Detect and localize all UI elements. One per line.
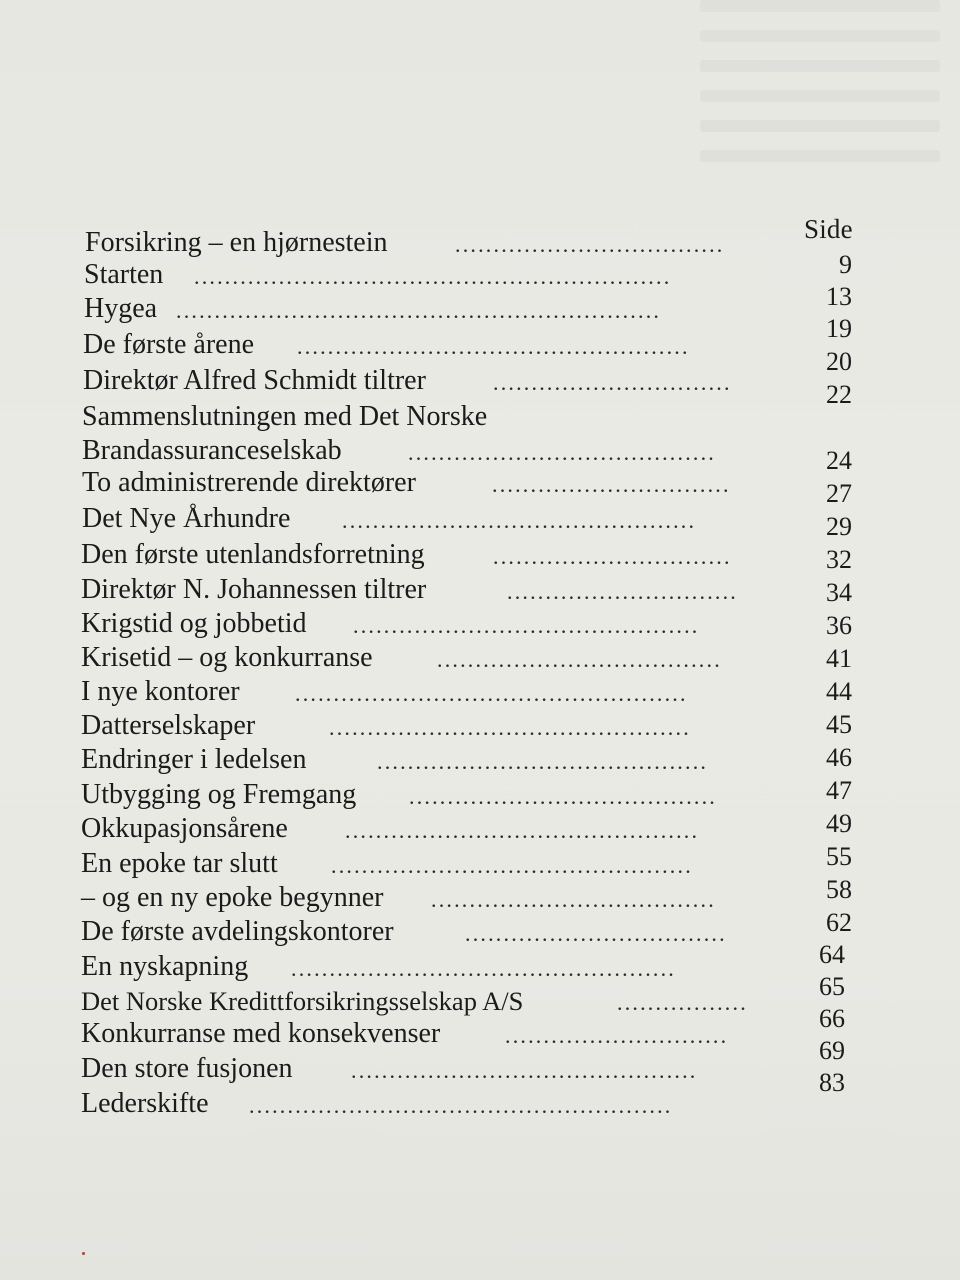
toc-entry-title: Det Norske Kredittforsikringsselskap A/S — [81, 986, 524, 1016]
toc-page-number: 46 — [826, 743, 852, 772]
toc-entry-title: Den første utenlandsforretning — [81, 539, 425, 570]
toc-entry — [83, 364, 803, 398]
toc-entry-title: De første årene — [83, 329, 255, 360]
dot-leader: ............................... — [493, 370, 732, 395]
dot-leader: .............................................. — [345, 818, 700, 843]
toc-page-number: 9 — [839, 250, 852, 279]
toc-entry — [81, 847, 801, 881]
toc-entry-title: De første avdelingskontorer — [81, 916, 394, 947]
toc-entry-title: En nyskapning — [81, 951, 249, 982]
toc-entry-title: – og en ny epoke begynner — [81, 882, 384, 913]
toc-page-number: 69 — [819, 1036, 845, 1065]
side-column-label: Side — [804, 214, 853, 244]
toc-page-number: 24 — [826, 446, 852, 475]
dot-leader: ........................................ — [408, 440, 716, 465]
toc-entry — [81, 607, 801, 641]
dot-leader: ............................................. — [351, 1058, 698, 1083]
toc-page-number: 55 — [826, 842, 852, 871]
toc-entry — [82, 466, 802, 500]
toc-page-number: 29 — [826, 512, 852, 541]
toc-entry — [82, 434, 802, 468]
toc-entry — [81, 1087, 801, 1121]
toc-page-number: 65 — [819, 972, 845, 1001]
toc-page-number: 47 — [826, 776, 852, 805]
toc-entry — [81, 641, 801, 675]
dot-leader: ............................................... — [329, 715, 691, 740]
toc-entry-title: Utbygging og Fremgang — [81, 779, 357, 810]
dot-leader: .............................................................. — [194, 264, 672, 289]
toc-page-number: 45 — [826, 710, 852, 739]
toc-entry-title: Direktør N. Johannessen tiltrer — [81, 574, 427, 605]
toc-entry — [81, 778, 801, 812]
toc-entry — [81, 573, 801, 607]
toc-entry-title: Okkupasjonsårene — [81, 813, 288, 844]
dot-leader: .................................. — [465, 921, 727, 946]
dot-leader: .............................................. — [342, 508, 697, 533]
dot-leader: ................................................... — [297, 334, 690, 359]
dot-leader: .................................................. — [291, 956, 676, 981]
dot-leader: ................................... — [455, 232, 725, 257]
toc-page-number: 13 — [826, 282, 852, 311]
toc-page-number: 34 — [826, 578, 852, 607]
toc-entry-title: I nye kontorer — [81, 676, 240, 707]
toc-page-number: 20 — [826, 347, 852, 376]
toc-entry-title: Datterselskaper — [81, 710, 256, 741]
toc-entry-title: Krisetid – og konkurranse — [81, 642, 373, 673]
dot-leader: ..................................... — [437, 647, 722, 672]
toc-entry — [81, 915, 801, 949]
toc-entry — [81, 1017, 801, 1051]
dot-leader: .............................. — [507, 579, 738, 604]
dot-leader: ............................... — [492, 472, 731, 497]
toc-entry — [81, 675, 801, 709]
toc-page-number: 27 — [826, 479, 852, 508]
toc-entry-title: Den store fusjonen — [81, 1053, 293, 1084]
toc-entry — [81, 984, 801, 1018]
toc-entry-title: Konkurranse med konsekvenser — [81, 1018, 441, 1049]
toc-entry-title: Endringer i ledelsen — [81, 744, 307, 775]
toc-entry — [81, 950, 801, 984]
toc-entry-title: Brandassuranceselskab — [82, 435, 342, 466]
toc-page-number: 36 — [826, 611, 852, 640]
toc-page-number: 19 — [826, 314, 852, 343]
toc-page-number: 58 — [826, 875, 852, 904]
dot-leader: ............................................................... — [176, 298, 662, 323]
toc-page-number: 44 — [826, 677, 852, 706]
toc-page-number: 83 — [819, 1068, 845, 1097]
toc-entry — [85, 226, 805, 260]
dot-leader: ............................................. — [353, 613, 700, 638]
toc-page-number: 22 — [826, 380, 852, 409]
toc-entry — [81, 881, 801, 915]
toc-page-number: 66 — [819, 1004, 845, 1033]
dot-leader: ..................................... — [431, 887, 716, 912]
toc-entry — [81, 538, 801, 572]
dot-leader: ........................................ — [409, 784, 717, 809]
toc-entry — [82, 502, 802, 536]
toc-entry — [81, 743, 801, 777]
toc-entry — [81, 709, 801, 743]
toc-page-number: 32 — [826, 545, 852, 574]
toc-page-number: 62 — [826, 908, 852, 937]
toc-entry-title: Det Nye Århundre — [82, 503, 291, 534]
toc-entry-title: Starten — [84, 259, 164, 290]
toc-entry — [83, 328, 803, 362]
toc-page-number: 49 — [826, 809, 852, 838]
dot-leader: ............................... — [493, 544, 732, 569]
toc-entry-title: Sammenslutningen med Det Norske — [82, 401, 488, 432]
toc-page-number: 41 — [826, 644, 852, 673]
dot-leader: ........................................... — [377, 749, 709, 774]
toc-entry-title: Hygea — [84, 293, 158, 324]
toc-entry-title: Direktør Alfred Schmidt tiltrer — [83, 365, 426, 396]
dot-leader: ............................. — [505, 1023, 729, 1048]
toc-entry — [82, 400, 802, 434]
toc-entry-title: Krigstid og jobbetid — [81, 608, 307, 639]
paper-speck — [82, 1252, 85, 1255]
dot-leader: ............................................... — [331, 853, 693, 878]
toc-entry-title: En epoke tar slutt — [81, 848, 278, 879]
toc-page-number: 64 — [819, 940, 845, 969]
dot-leader: ................................................... — [295, 681, 688, 706]
dot-leader: ................. — [617, 990, 748, 1015]
toc-entry-title: To administrerende direktører — [82, 467, 416, 498]
toc-entry — [84, 258, 804, 292]
dot-leader: ....................................................... — [249, 1093, 673, 1118]
toc-entry — [81, 1052, 801, 1086]
toc-entry-title: Forsikring – en hjørnestein — [85, 227, 388, 258]
toc-entry — [84, 292, 804, 326]
toc-entry-title: Lederskifte — [81, 1088, 209, 1119]
toc-entry — [81, 812, 801, 846]
